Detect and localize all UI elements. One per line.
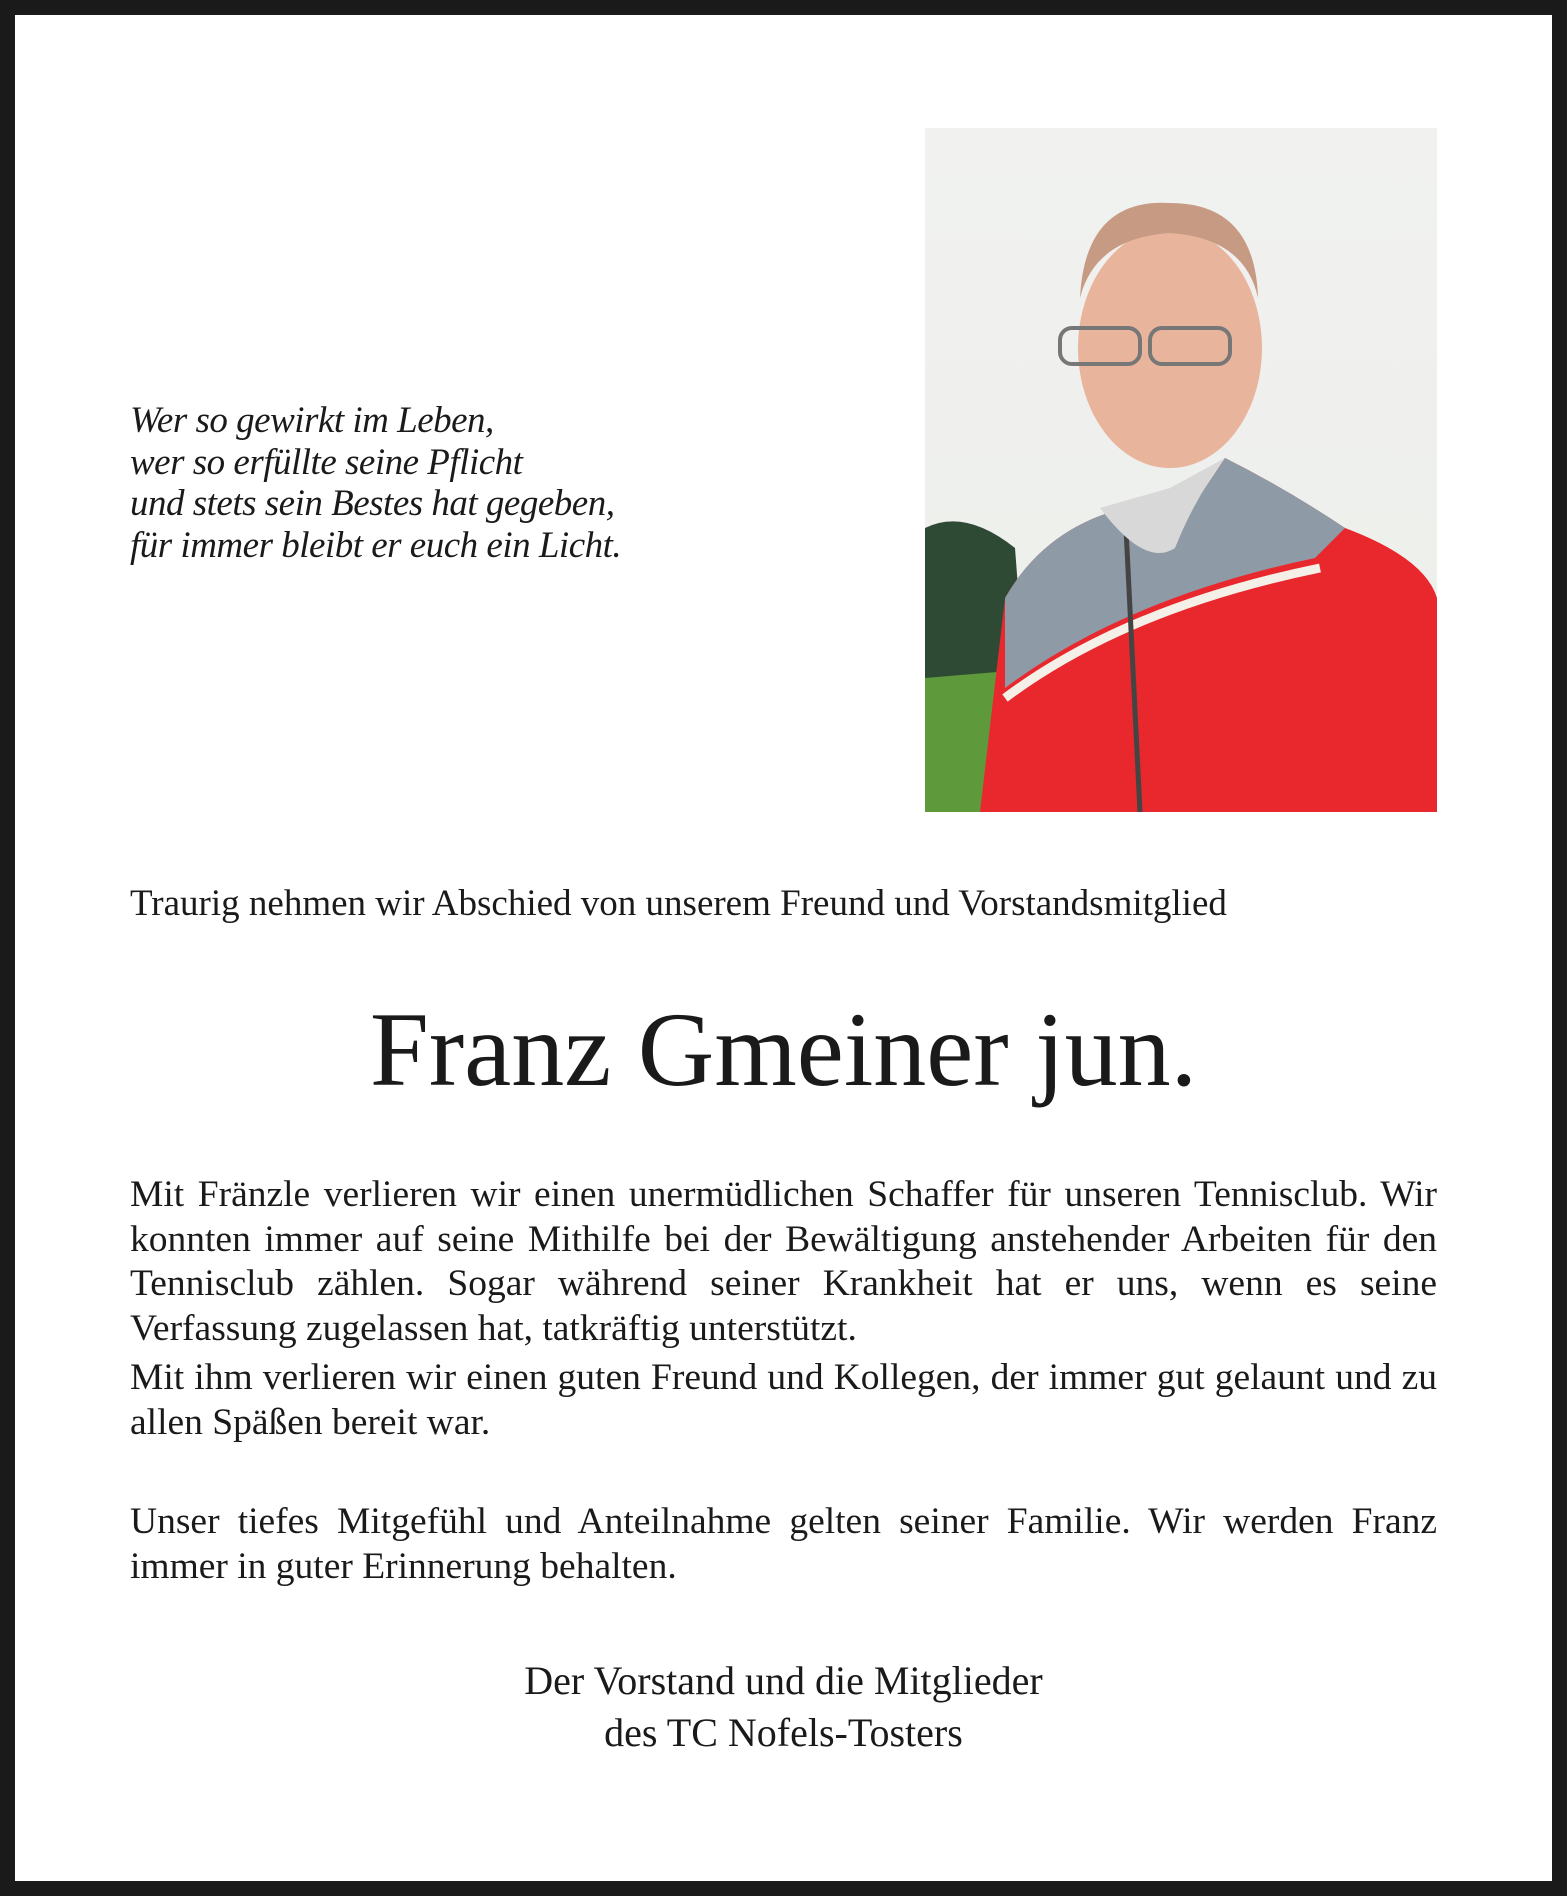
portrait-photo — [925, 128, 1437, 812]
body-paragraph: Mit Fränzle verlieren wir einen unermüdlichen Schaffer für unseren Tennisclub. Wir konnten immer auf seine Mithilfe bei der Bewältigung anstehender Arbeiten für den Tennisclub zählen. Sogar während seiner Krankheit hat er uns, wenn es seine Verfassung zugelassen hat, tatkräftig unterstützt. — [130, 1174, 1437, 1349]
deceased-name: Franz Gmeiner jun. — [369, 991, 1198, 1108]
signature-line: des TC Nofels-Tosters — [604, 1710, 963, 1755]
poem-line: wer so erfüllte seine Pflicht — [130, 441, 523, 483]
poem — [130, 400, 621, 566]
intro-text: Traurig nehmen wir Abschied von unserem Freund und Vorstandsmitglied — [130, 883, 1227, 924]
body-paragraph: Mit ihm verlieren wir einen guten Freund und Kollegen, der immer gut gelaunt und zu allen Späßen bereit war. — [130, 1357, 1437, 1443]
poem-line: und stets sein Bestes hat gegeben, — [130, 483, 615, 524]
obituary-sheet — [15, 15, 1552, 1881]
poem-line: für immer bleibt er euch ein Licht. — [130, 524, 622, 566]
signature-line: Der Vorstand und die Mitglieder — [524, 1658, 1043, 1703]
body-paragraph: Unser tiefes Mitgefühl und Anteilnahme gelten seiner Familie. Wir werden Franz immer in guter Erinnerung behalten. — [130, 1501, 1437, 1587]
poem-line: Wer so gewirkt im Leben, — [130, 400, 494, 441]
signature — [15, 1655, 1552, 1759]
